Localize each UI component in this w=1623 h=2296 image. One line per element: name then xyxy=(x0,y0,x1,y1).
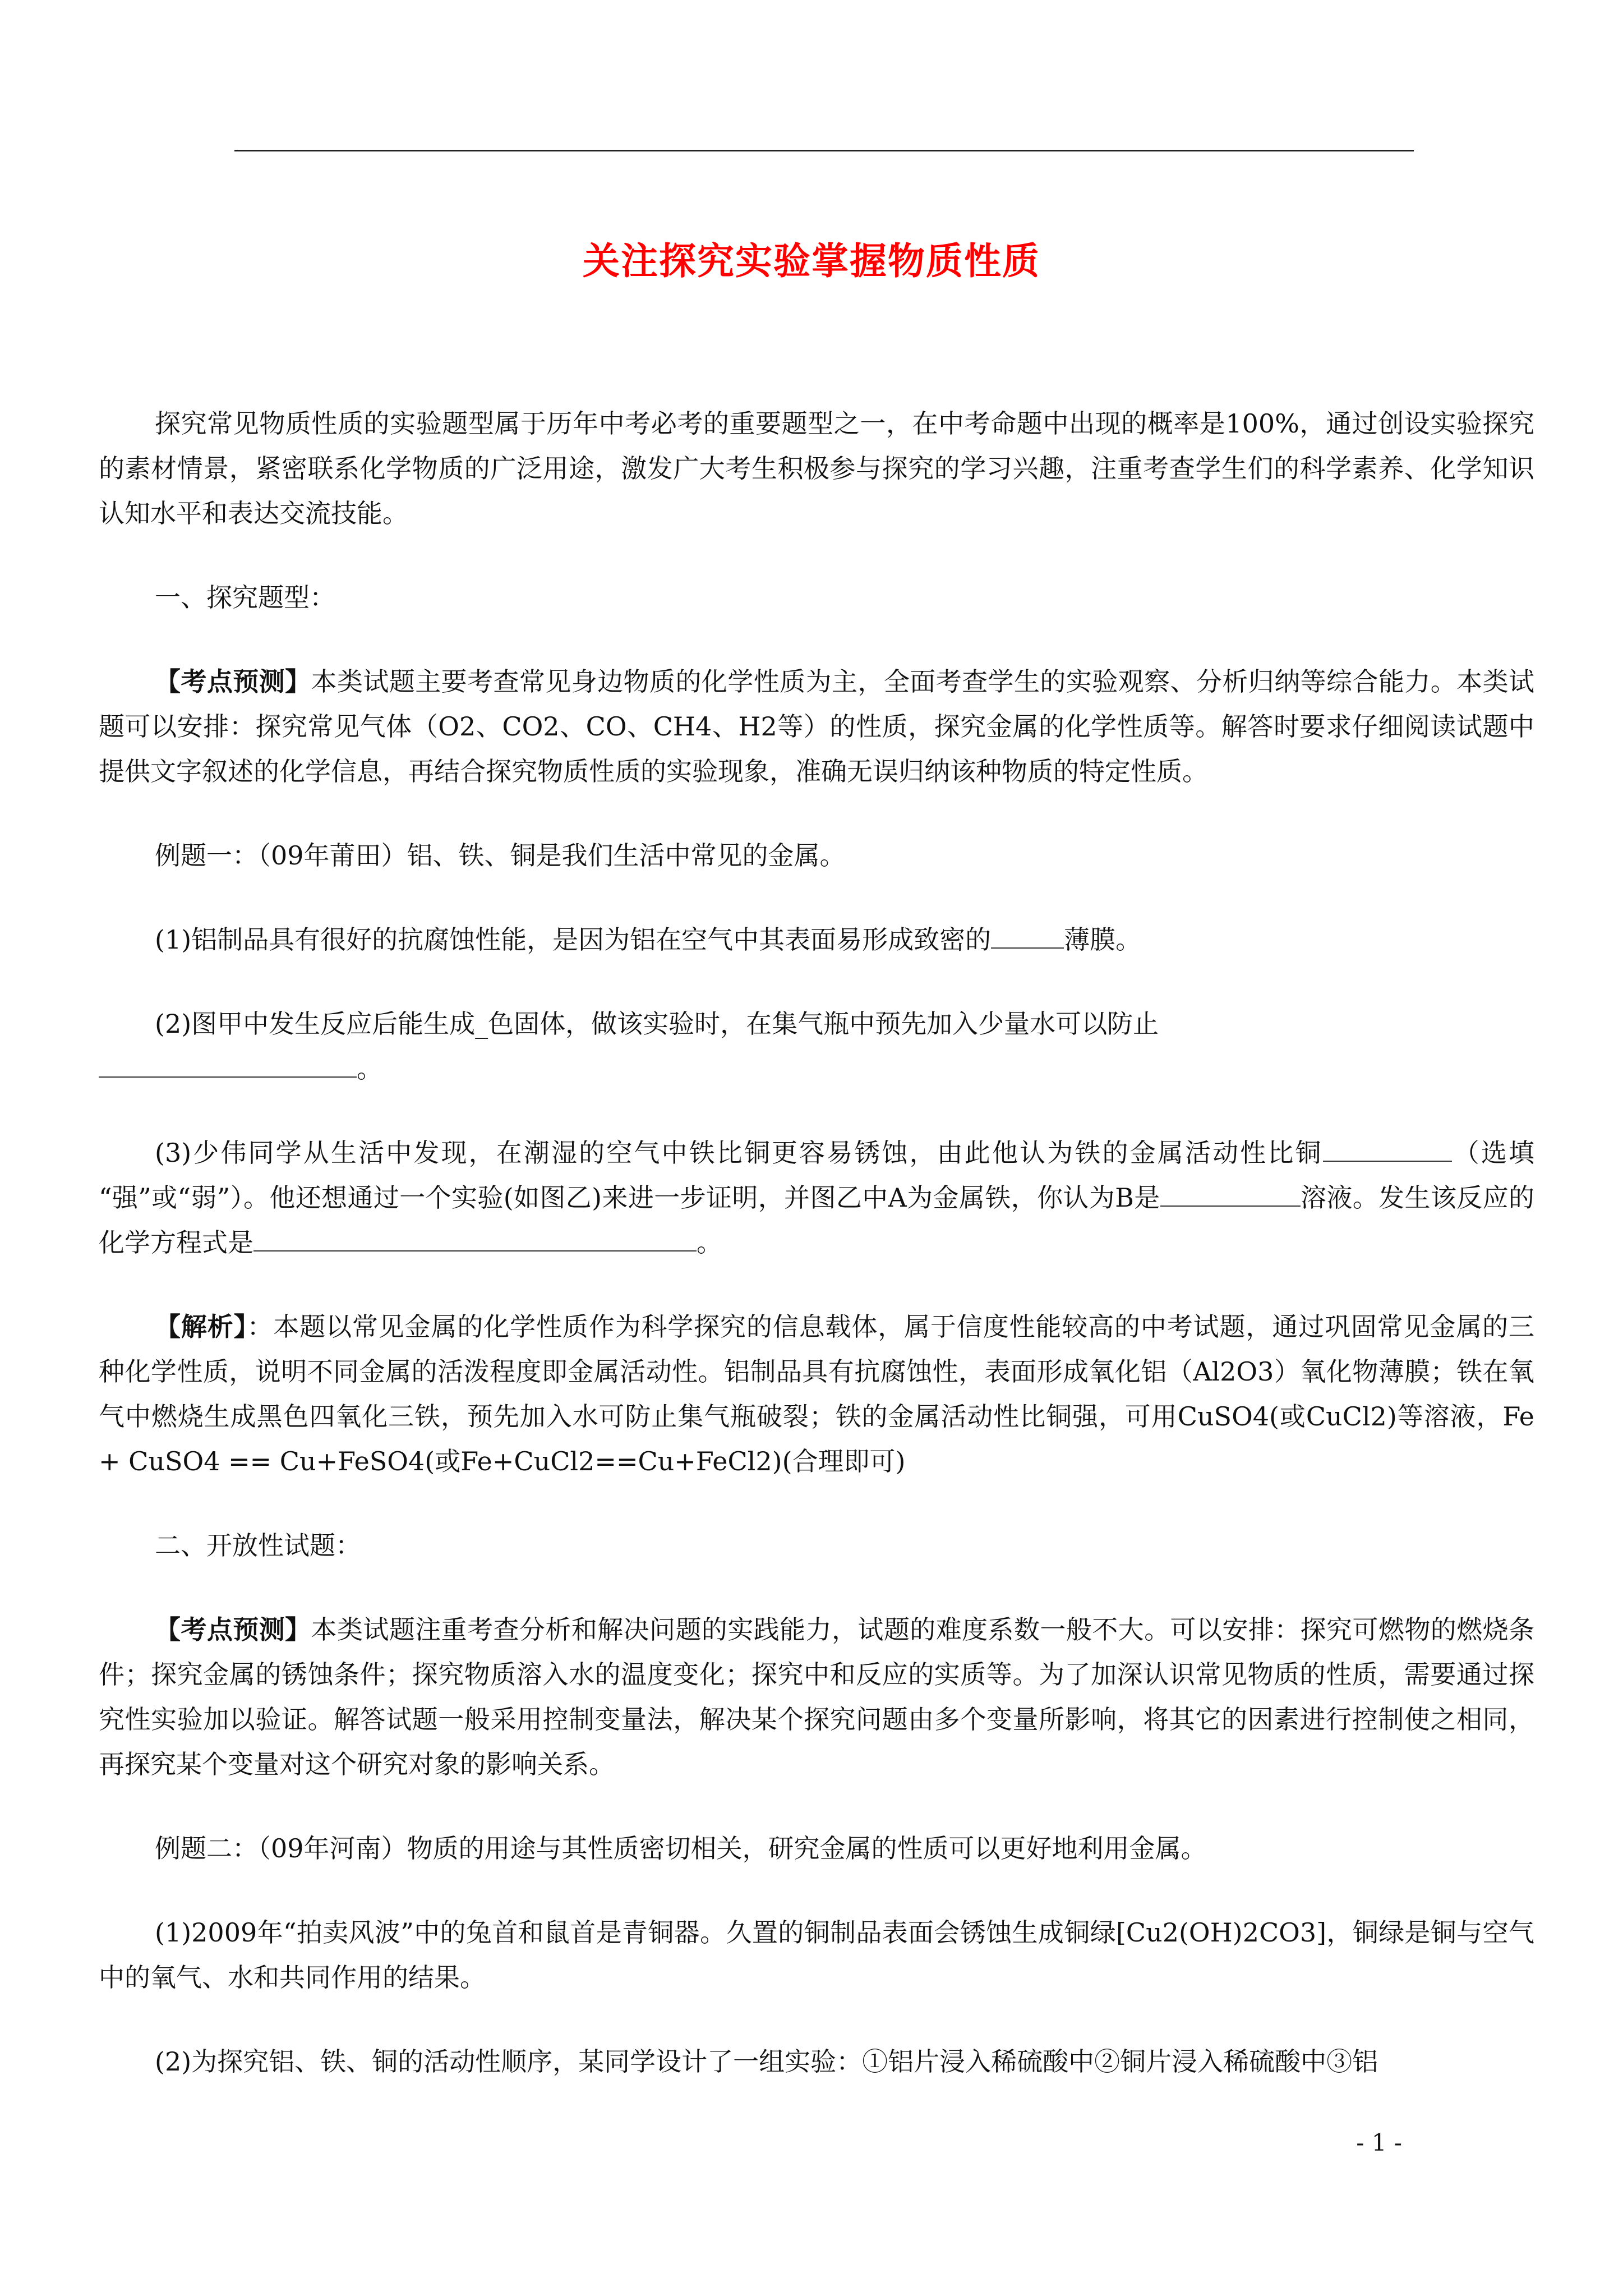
document-body xyxy=(99,401,1534,2123)
question-text: 。 xyxy=(357,1053,382,1084)
answer-blank xyxy=(99,1051,357,1078)
question-text: （选填 “强”或“弱”）。他还想通过一个实验(如图乙)来进一步证明，并图乙中A为金属铁，你认为B是 xyxy=(99,1138,1534,1213)
section1-heading: 一、探究题型： xyxy=(155,582,335,613)
example1-heading: 例题一：（09年莆田）铝、铁、铜是我们生活中常见的金属。 xyxy=(155,840,846,871)
section2-prediction-paragraph xyxy=(99,1607,1534,1787)
example1-question-2 xyxy=(99,1001,1534,1091)
question-text: (1)铝制品具有很好的抗腐蚀性能，是因为铝在空气中其表面易形成致密的 xyxy=(155,924,992,955)
example2-heading: 例题二：（09年河南）物质的用途与其性质密切相关，研究金属的性质可以更好地利用金属。 xyxy=(155,1833,1207,1864)
question-text: (2)图甲中发生反应后能生成_色固体，做该实验时，在集气瓶中预先加入少量水可以防止 xyxy=(155,1009,1159,1039)
analysis-paragraph xyxy=(99,1304,1534,1484)
section2-heading: 二、开放性试题： xyxy=(155,1530,361,1561)
intro-paragraph: 探究常见物质性质的实验题型属于历年中考必考的重要题型之一，在中考命题中出现的概率是100%，通过创设实验探究的素材情景，紧密联系化学物质的广泛用途，激发广大考生积极参与探究的学习兴趣，注重考查学生们的科学素养、化学知识认知水平和表达交流技能。 xyxy=(99,408,1534,528)
page-number: - 1 - xyxy=(1356,2129,1402,2156)
example1-question-3 xyxy=(99,1130,1534,1265)
prediction-tag: 【考点预测】 xyxy=(155,666,311,697)
question-text: 溶液。发生该反应的化学方程式是 xyxy=(99,1182,1535,1258)
answer-blank xyxy=(1160,1180,1301,1207)
example2-question-1: (1)2009年“拍卖风波”中的兔首和鼠首是青铜器。久置的铜制品表面会锈蚀生成铜绿[Cu2(OH)2CO3]，铜绿是铜与空气中的氧气、水和共同作用的结果。 xyxy=(99,1917,1534,1993)
question-text: (3)少伟同学从生活中发现，在潮湿的空气中铁比铜更容易锈蚀，由此他认为铁的金属活动性比铜 xyxy=(155,1138,1323,1168)
header-rule xyxy=(234,150,1414,151)
question-text: 薄膜。 xyxy=(1064,924,1142,955)
prediction-tag: 【考点预测】 xyxy=(155,1614,311,1645)
analysis-tag: 【解析】 xyxy=(155,1312,247,1342)
example1-question-1 xyxy=(99,917,1534,962)
prediction-text: 本类试题注重考查分析和解决问题的实践能力，试题的难度系数一般不大。可以安排：探究可燃物的燃烧条件；探究金属的锈蚀条件；探究物质溶入水的温度变化；探究中和反应的实质等。为了加深认识常见物质的性质，需要通过探究性实验加以验证。解答试题一般采用控制变量法，解决某个探究问题由多个变量所影响，将其它的因素进行控制使之相同，再探究某个变量对这个研究对象的影响关系。 xyxy=(99,1614,1535,1779)
answer-blank xyxy=(253,1225,697,1251)
answer-blank xyxy=(1323,1135,1452,1162)
section1-prediction-paragraph xyxy=(99,659,1534,794)
prediction-text: 本类试题主要考查常见身边物质的化学性质为主，全面考查学生的实验观察、分析归纳等综合能力。本类试题可以安排：探究常见气体（O2、CO2、CO、CH4、H2等）的性质，探究金属的化学性质等。解答时要求仔细阅读试题中提供文字叙述的化学信息，再结合探究物质性质的实验现象，准确无误归纳该种物质的特定性质。 xyxy=(99,666,1535,786)
answer-blank xyxy=(991,922,1064,949)
analysis-text: ：本题以常见金属的化学性质作为科学探究的信息载体，属于信度性能较高的中考试题，通过巩固常见金属的三种化学性质，说明不同金属的活泼程度即金属活动性。铝制品具有抗腐蚀性，表面形成氧化铝（Al2O3）氧化物薄膜；铁在氧气中燃烧生成黑色四氧化三铁，预先加入水可防止集气瓶破裂；铁的金属活动性比铜强，可用CuSO4(或CuCl2)等溶液，Fe + CuSO4 == Cu+FeSO4(或Fe+CuCl2==Cu+FeCl2)(合理即可) xyxy=(99,1312,1535,1476)
example2-question-2: (2)为探究铝、铁、铜的活动性顺序，某同学设计了一组实验：①铝片浸入稀硫酸中②铜片浸入稀硫酸中③铝 xyxy=(155,2046,1378,2077)
page-title: 关注探究实验掌握物质性质 xyxy=(583,239,1040,283)
question-text: 。 xyxy=(697,1227,722,1258)
